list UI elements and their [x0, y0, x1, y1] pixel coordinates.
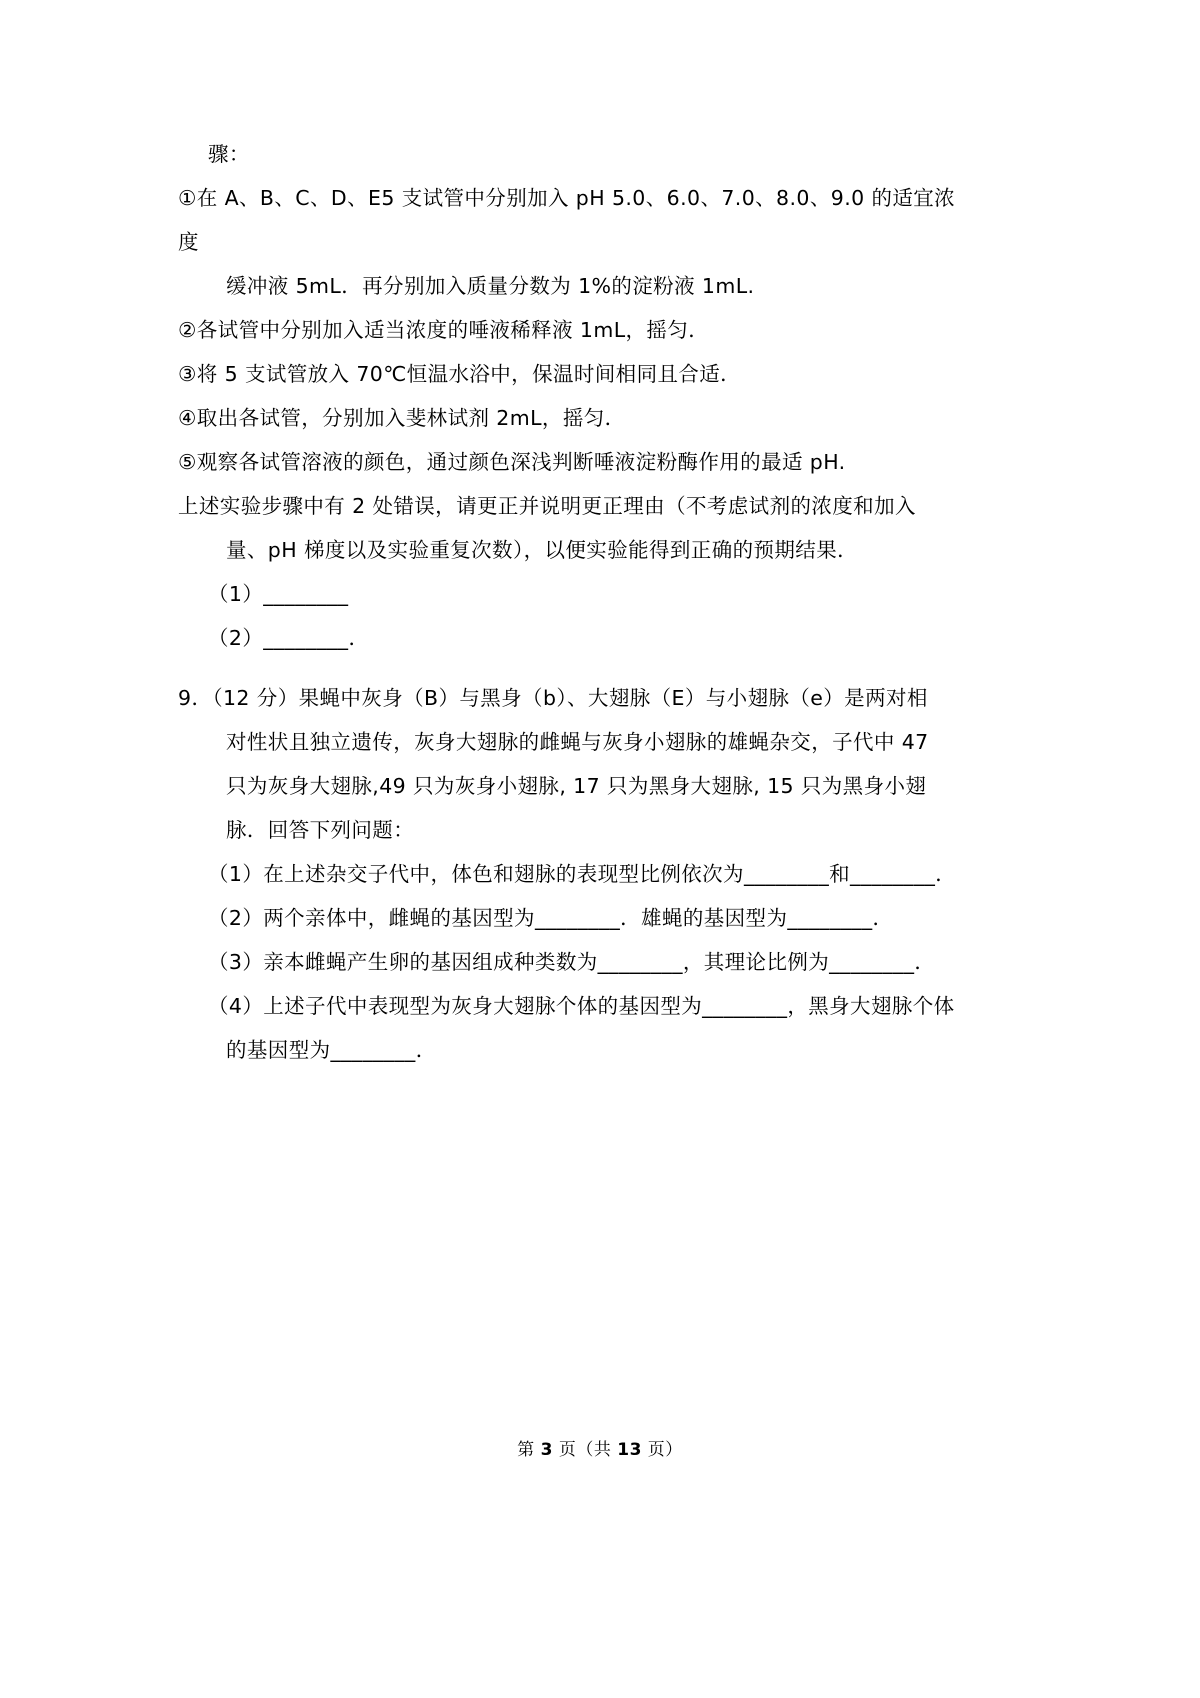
question-9-stem: 9．（12 分）果蝇中灰身（B）与黑身（b）、大翅脉（E）与小翅脉（e）是两对相 — [178, 686, 928, 710]
text-line: 缓冲液 5mL．再分别加入质量分数为 1%的淀粉液 1mL. — [226, 274, 755, 298]
text-line: 对性状且独立遗传，灰身大翅脉的雌蝇与灰身小翅脉的雄蝇杂交，子代中 47 — [226, 730, 929, 754]
question-9-part-1: （1）在上述杂交子代中，体色和翅脉的表现型比例依次为________和________． — [208, 862, 957, 886]
footer-total-pages: 13 — [617, 1440, 642, 1460]
text-line: 只为灰身大翅脉,49 只为灰身小翅脉, 17 只为黑身大翅脉, 15 只为黑身小翅 — [226, 774, 927, 798]
text-line: 脉．回答下列问题： — [226, 818, 415, 842]
text-line: ⑤观察各试管溶液的颜色，通过颜色深浅判断唾液淀粉酶作用的最适 pH. — [178, 450, 846, 474]
text-line: ②各试管中分别加入适当浓度的唾液稀释液 1mL，摇匀． — [178, 318, 710, 342]
text-line: 骤： — [208, 142, 250, 166]
question-9-part-2: （2）两个亲体中，雌蝇的基因型为________．雄蝇的基因型为________． — [208, 906, 894, 930]
footer-prefix: 第 — [517, 1440, 541, 1460]
footer-page-number: 3 — [540, 1440, 553, 1460]
answer-blank-line: （2）________． — [208, 626, 370, 650]
footer-middle: 页（共 — [552, 1440, 618, 1460]
question-9-part-3: （3）亲本雌蝇产生卵的基因组成种类数为________，其理论比例为________． — [208, 950, 936, 974]
text-line: 的基因型为________． — [226, 1038, 437, 1062]
text-line: ①在 A、B、C、D、E5 支试管中分别加入 pH 5.0、6.0、7.0、8.0、9.0 的适宜浓度 — [178, 186, 956, 254]
text-line: ③将 5 支试管放入 70℃恒温水浴中，保温时间相同且合适． — [178, 362, 742, 386]
answer-blank-line: （1）________ — [208, 582, 349, 606]
footer-suffix: 页） — [641, 1440, 683, 1460]
document-body — [178, 132, 968, 1072]
text-line: ④取出各试管，分别加入斐林试剂 2mL，摇匀． — [178, 406, 626, 430]
text-line: 上述实验步骤中有 2 处错误，请更正并说明更正理由（不考虑试剂的浓度和加入 — [178, 494, 916, 518]
question-9-part-4: （4）上述子代中表现型为灰身大翅脉个体的基因型为________，黑身大翅脉个体 — [208, 994, 955, 1018]
text-line: 量、pH 梯度以及实验重复次数），以便实验能得到正确的预期结果． — [226, 538, 858, 562]
page-footer — [0, 1435, 1200, 1460]
